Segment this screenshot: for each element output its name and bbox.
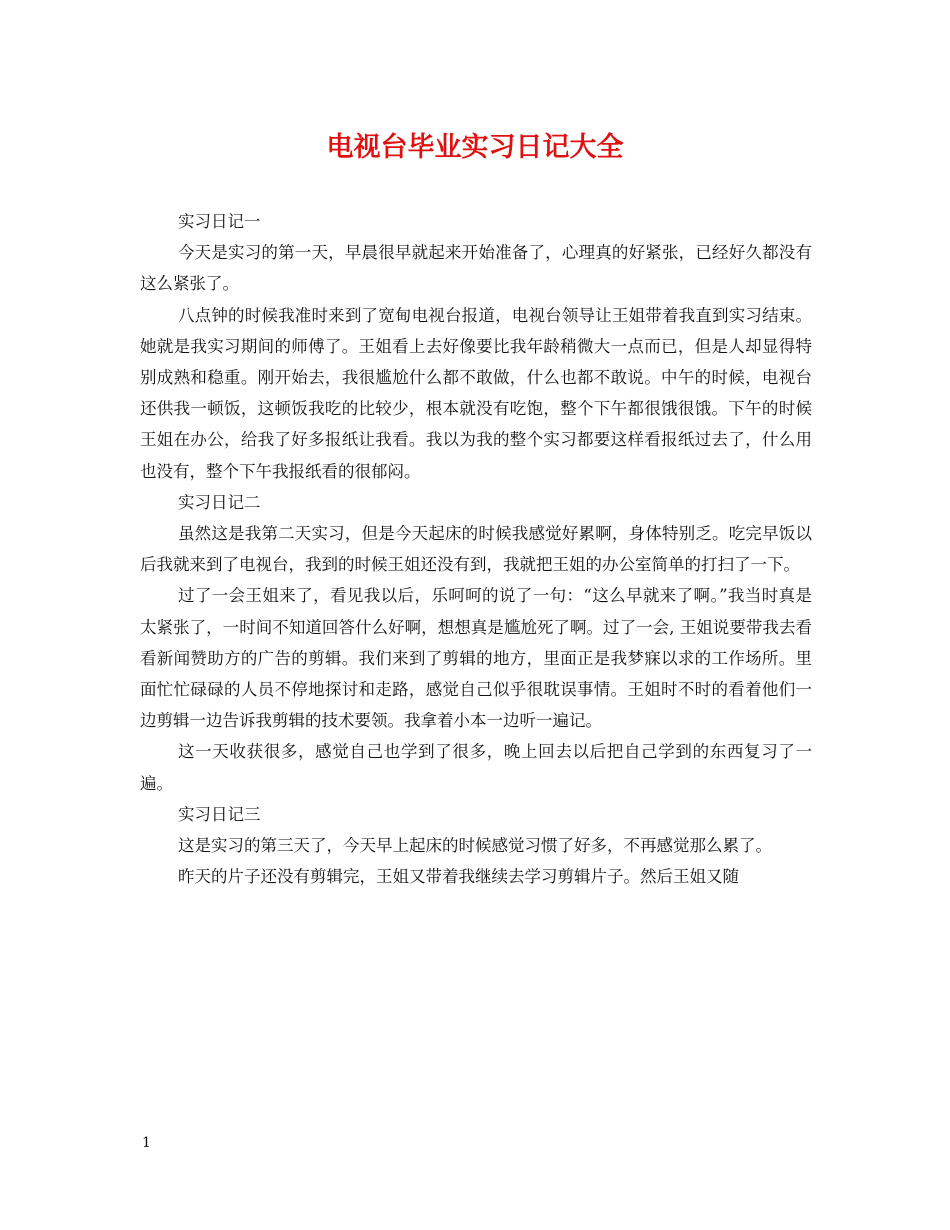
- section-heading-diary-1: 实习日记一: [177, 212, 261, 231]
- section-heading-diary-2: 实习日记二: [177, 492, 261, 512]
- document-title: 电视台毕业实习日记大全: [326, 132, 624, 163]
- body-paragraph: 这是实习的第三天了，今天早上起床的时候感觉习惯了好多，不再感觉那么累了。: [177, 836, 772, 856]
- body-paragraph: 昨天的片子还没有剪辑完，王姐又带着我继续去学习剪辑片子。然后王姐又随: [177, 867, 739, 887]
- body-paragraph: 八点钟的时候我准时来到了宽甸电视台报道，电视台领导让王姐带着我直到实习结束。她就是我实习期间的师傅了。王姐看上去好像要比我年龄稍微大一点而已，但是人却显得特别成熟和稳重。刚开始去，我很尴尬什么都不敢做，什么也都不敢说。中午的时候，电视台还供我一顿饭，这顿饭我吃的比较少，根本就没有吃饱，整个下午都很饿很饿。下午的时候王姐在办公，给我了好多报纸让我看。我以为我的整个实习都要这样看报纸过去了，什么用也没有，整个下午我报纸看的很郁闷。: [140, 305, 812, 481]
- document-body: [140, 206, 812, 892]
- body-paragraph: 虽然这是我第二天实习，但是今天起床的时候我感觉好累啊，身体特别乏。吃完早饭以后我就来到了电视台，我到的时候王姐还没有到，我就把王姐的办公室简单的打扫了一下。: [140, 524, 812, 575]
- section-heading-diary-3: 实习日记三: [177, 804, 261, 824]
- body-paragraph: 这一天收获很多，感觉自己也学到了很多，晚上回去以后把自己学到的东西复习了一遍。: [140, 742, 812, 793]
- body-paragraph: 今天是实习的第一天，早晨很早就起来开始准备了，心理真的好紧张，已经好久都没有这么紧张了。: [140, 243, 812, 294]
- page-number: 1: [142, 1135, 151, 1151]
- body-paragraph: 过了一会王姐来了，看见我以后，乐呵呵的说了一句：“这么早就来了啊。”我当时真是太紧张了，一时间不知道回答什么好啊，想想真是尴尬死了啊。过了一会, 王姐说要带我去看看新闻赞助方的广告的剪辑。我们来到了剪辑的地方，里面正是我梦寐以求的工作场所。里面忙忙碌碌的人员不停地探讨和走路，感觉自己似乎很耽误事情。王姐时不时的看着他们一边剪辑一边告诉我剪辑的技术要领。我拿着小本一边听一遍记。: [140, 586, 812, 731]
